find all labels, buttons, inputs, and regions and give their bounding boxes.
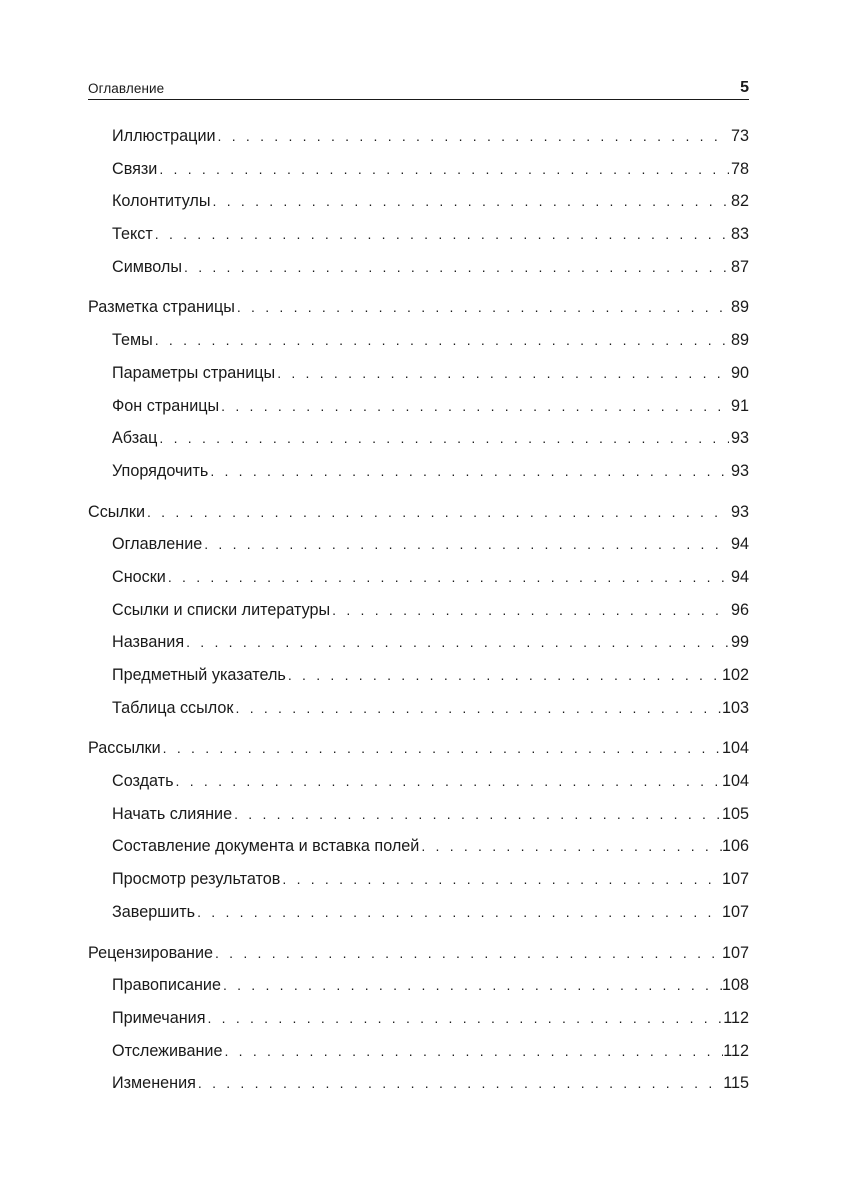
toc-entry-title: Завершить [112,902,196,921]
dot-leader [213,945,722,961]
toc-page-number: 108 [721,976,749,995]
toc-entry[interactable] [88,596,749,629]
toc-page-number: 115 [723,1074,749,1093]
dot-leader [419,838,722,854]
dot-leader [182,259,729,275]
dot-leader [153,332,729,348]
toc-page-number: 94 [730,535,749,554]
toc-page-number: 96 [730,600,749,619]
toc-entry[interactable] [88,253,749,286]
toc-entry-title: Упорядочить [112,461,209,480]
toc-entry[interactable] [88,326,749,359]
toc-page-number: 106 [721,837,749,856]
dot-leader [202,536,729,552]
toc-page-number: 104 [721,739,749,758]
dot-leader [184,634,729,650]
toc-entry-title: Темы [112,331,153,350]
toc-entry-title: Изменения [112,1074,196,1093]
toc-section-title: Разметка страницы [88,298,235,317]
dot-leader [219,398,729,414]
toc-entry-title: Таблица ссылок [112,698,234,717]
toc-entry-title: Отслеживание [112,1041,223,1060]
dot-leader [157,161,729,177]
toc-page-number: 107 [721,943,749,962]
dot-leader [153,226,729,242]
running-header [88,78,749,100]
dot-leader [275,365,729,381]
toc-page-number: 93 [730,502,749,521]
toc-entry[interactable] [88,832,749,865]
dot-leader [330,602,729,618]
dot-leader [208,463,729,479]
toc-entry[interactable] [88,800,749,833]
toc-entry[interactable] [88,898,749,931]
toc-page-number: 99 [730,633,749,652]
toc-entry[interactable] [88,1069,749,1102]
toc-page-number: 83 [730,225,749,244]
toc-page-number: 107 [721,870,749,889]
toc-page-number: 82 [730,192,749,211]
dot-leader [234,700,722,716]
toc-entry-title: Названия [112,633,185,652]
dot-leader [196,1075,723,1091]
toc-entry[interactable] [88,694,749,727]
toc-entry-title: Параметры страницы [112,363,276,382]
dot-leader [195,904,722,920]
toc-entry[interactable] [88,359,749,392]
toc-page-number: 87 [730,257,749,276]
toc-entry[interactable] [88,1037,749,1070]
dot-leader [216,128,729,144]
toc-page-number: 73 [730,127,749,145]
toc-page-number: 91 [730,396,749,415]
table-of-contents [88,122,749,1102]
toc-entry[interactable] [88,122,749,155]
toc-page-number: 89 [730,298,749,317]
dot-leader [222,1043,723,1059]
toc-section-title: Ссылки [88,502,145,521]
toc-section-title: Рецензирование [88,943,213,962]
dot-leader [235,299,729,315]
toc-entry-title: Правописание [112,976,221,995]
toc-entry[interactable] [88,155,749,188]
dot-leader [157,430,729,446]
toc-entry-title: Ссылки и списки литературы [112,600,331,619]
toc-entry-title: Оглавление [112,535,203,554]
toc-entry[interactable] [88,971,749,1004]
dot-leader [174,773,722,789]
dot-leader [145,504,729,520]
toc-entry-title: Создать [112,772,174,791]
toc-page-number: 103 [721,698,749,717]
dot-leader [221,977,722,993]
toc-entry[interactable] [88,392,749,425]
toc-entry-title: Символы [112,257,183,276]
toc-entry-title: Фон страницы [112,396,220,415]
dot-leader [161,740,722,756]
toc-page-number: 94 [730,567,749,586]
toc-entry[interactable] [88,457,749,490]
dot-leader [211,193,729,209]
toc-entry-title: Предметный указатель [112,666,286,684]
toc-entry-title: Примечания [112,1008,206,1027]
toc-page-number: 93 [730,461,749,480]
dot-leader [286,667,722,683]
toc-entry[interactable] [88,220,749,253]
toc-entry-title: Иллюстрации [112,127,216,145]
toc-page-number: 107 [721,902,749,921]
toc-page-number: 105 [721,804,749,823]
dot-leader [166,569,729,585]
toc-section-title: Рассылки [88,739,161,758]
toc-entry[interactable] [88,530,749,563]
toc-entry[interactable] [88,661,749,694]
toc-section[interactable] [88,734,749,767]
toc-page-number: 90 [730,363,749,382]
toc-section[interactable] [88,293,749,326]
toc-page-number: 112 [723,1008,749,1027]
dot-leader [232,806,722,822]
toc-page-number: 89 [730,331,749,350]
toc-entry[interactable] [88,187,749,220]
toc-entry-title: Связи [112,159,158,178]
toc-page-number: 104 [721,772,749,791]
toc-entry[interactable] [88,767,749,800]
toc-entry[interactable] [88,628,749,661]
toc-section[interactable] [88,498,749,531]
toc-entry[interactable] [88,1004,749,1037]
header-page-number: 5 [740,79,749,96]
toc-entry[interactable] [88,865,749,898]
toc-entry-title: Начать слияние [112,804,233,823]
toc-page-number: 102 [721,666,749,684]
toc-entry-title: Текст [112,225,153,244]
toc-page-number: 78 [730,159,749,178]
toc-page-number: 93 [730,429,749,448]
toc-entry-title: Сноски [112,567,166,586]
toc-entry[interactable] [88,424,749,457]
toc-page-number: 112 [723,1041,749,1060]
header-title: Оглавление [88,81,165,96]
toc-entry[interactable] [88,563,749,596]
dot-leader [280,871,722,887]
toc-section[interactable] [88,939,749,972]
dot-leader [205,1010,723,1026]
toc-entry-title: Колонтитулы [112,192,211,211]
toc-entry-title: Составление документа и вставка полей [112,837,420,856]
toc-entry-title: Абзац [112,429,158,448]
toc-entry-title: Просмотр результатов [112,870,281,889]
